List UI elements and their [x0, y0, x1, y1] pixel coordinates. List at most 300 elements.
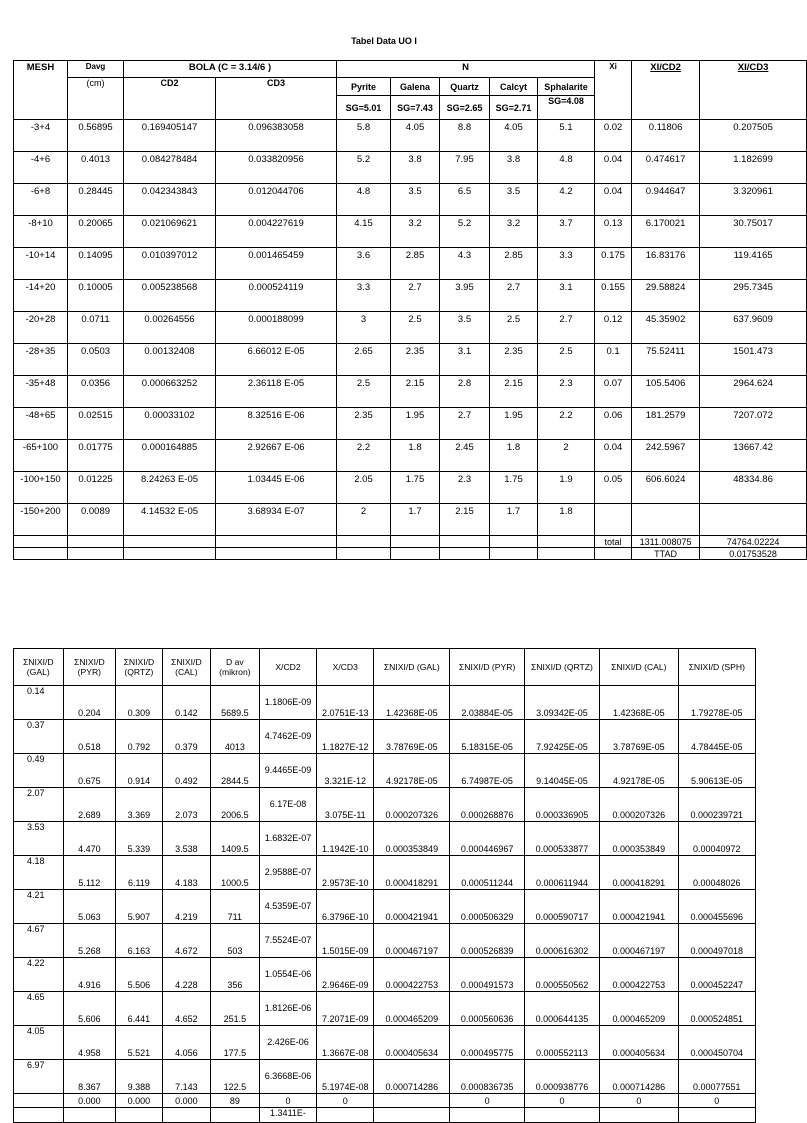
- table-cell: 0.792: [116, 720, 162, 754]
- table-cell: 1.8: [391, 440, 440, 472]
- table-cell: 2.15: [490, 376, 538, 408]
- table-cell: 1000.5: [211, 856, 260, 890]
- table-cell: 0.004227619: [216, 216, 337, 248]
- table-cell: 0.204: [63, 686, 116, 720]
- table-cell: -48+65: [14, 408, 68, 440]
- column-header: X/CD3: [317, 649, 374, 686]
- column-header: ΣNIXI/D (SPH): [678, 649, 755, 686]
- table-cell: 0.1: [595, 344, 632, 376]
- header-mineral-quartz: Quartz: [440, 78, 490, 96]
- column-header: ΣNIXI/D (CAL): [600, 649, 678, 686]
- table-cell: 3.78769E-05: [600, 720, 678, 754]
- table-row: [14, 152, 807, 184]
- table-cell: [317, 1108, 374, 1123]
- table-cell: 0.000422753: [374, 958, 450, 992]
- table-cell: 0.00048026: [678, 856, 755, 890]
- table-cell: 0.010397012: [124, 248, 216, 280]
- table-cell: 2.5: [538, 344, 595, 376]
- table-row: [14, 924, 756, 958]
- table-cell: 0.000353849: [600, 822, 678, 856]
- table-cell: 3.320961: [700, 184, 807, 216]
- table-cell: 4.92178E-05: [374, 754, 450, 788]
- table-cell: 0.000268876: [450, 788, 524, 822]
- table-cell: [524, 1108, 599, 1123]
- table-cell: 0.000452247: [678, 958, 755, 992]
- table-cell: [63, 1108, 116, 1123]
- header-bola: BOLA (C = 3.14/6 ): [124, 61, 337, 78]
- table-cell: 45.35902: [632, 312, 700, 344]
- header-sg-calcyt: SG=2.71: [490, 96, 538, 120]
- table-cell: 606.6024: [632, 472, 700, 504]
- table-cell: 6.5: [440, 184, 490, 216]
- table-cell: 0.000497018: [678, 924, 755, 958]
- table-cell: 0.000421941: [374, 890, 450, 924]
- table-cell: 0.000524119: [216, 280, 337, 312]
- table-cell: 3.68934 E-07: [216, 504, 337, 536]
- table-cell: 181.2579: [632, 408, 700, 440]
- table-cell: 4.7462E-09: [259, 720, 317, 754]
- table-cell: 4.05: [14, 1026, 64, 1060]
- table-cell: 3.5: [391, 184, 440, 216]
- table-cell: 105.5406: [632, 376, 700, 408]
- table-cell: 3.3: [538, 248, 595, 280]
- table-cell: 2.689: [63, 788, 116, 822]
- table-cell: [14, 1094, 64, 1108]
- table-cell: 9.14045E-05: [524, 754, 599, 788]
- table-cell: 0.379: [162, 720, 211, 754]
- table-cell: 4.958: [63, 1026, 116, 1060]
- header-cd3: CD3: [216, 78, 337, 120]
- table-cell: 0.0089: [68, 504, 124, 536]
- table-cell: 1.8: [538, 504, 595, 536]
- table-cell: 3.09342E-05: [524, 686, 599, 720]
- table-cell: 3.8: [490, 152, 538, 184]
- nixi-calculation-table: [13, 648, 756, 1123]
- table-cell: 0.02515: [68, 408, 124, 440]
- column-header: D av (mikron): [211, 649, 260, 686]
- column-header: ΣNIXI/D (CAL): [162, 649, 211, 686]
- table-cell: 7.92425E-05: [524, 720, 599, 754]
- table-cell: 0.01775: [68, 440, 124, 472]
- table-cell: 4.78445E-05: [678, 720, 755, 754]
- table-cell: 4.18: [14, 856, 64, 890]
- table-cell: 8.367: [63, 1060, 116, 1094]
- column-header: ΣNIXI/D (QRTZ): [116, 649, 162, 686]
- table-cell: 4.3: [440, 248, 490, 280]
- table-cell: 6.3668E-06: [259, 1060, 317, 1094]
- header-sg-sphalarite: SG=4.08: [538, 96, 595, 120]
- table-cell: 295.7345: [700, 280, 807, 312]
- table-cell: 6.66012 E-05: [216, 344, 337, 376]
- table-row: [14, 958, 756, 992]
- table-cell: 0.49: [14, 754, 64, 788]
- table-cell: 0.37: [14, 720, 64, 754]
- table-cell: 5.506: [116, 958, 162, 992]
- table-cell: 5.907: [116, 890, 162, 924]
- table-cell: 2.073: [162, 788, 211, 822]
- table-cell: 0.000611944: [524, 856, 599, 890]
- table-cell: 2.9646E-09: [317, 958, 374, 992]
- table-cell: 2.7: [490, 280, 538, 312]
- table-cell: 0.207505: [700, 120, 807, 152]
- table-cell: 0.675: [63, 754, 116, 788]
- table-row: [14, 344, 807, 376]
- table-cell: 3.5: [490, 184, 538, 216]
- column-header: ΣNIXI/D (GAL): [14, 649, 64, 686]
- table-cell: 0.155: [595, 280, 632, 312]
- table-cell: 2.35: [490, 344, 538, 376]
- table-cell: 75.52411: [632, 344, 700, 376]
- table-cell: 0: [524, 1094, 599, 1108]
- ttad-label: TTAD: [632, 548, 700, 560]
- table-cell: [632, 504, 700, 536]
- table-row: [14, 1060, 756, 1094]
- table-cell: -3+4: [14, 120, 68, 152]
- table-row: [14, 408, 807, 440]
- table-cell: 2.426E-06: [259, 1026, 317, 1060]
- table-cell: -100+150: [14, 472, 68, 504]
- table-cell: 0.00077551: [678, 1060, 755, 1094]
- table-cell: [211, 1108, 260, 1123]
- header-sg-galena: SG=7.43: [391, 96, 440, 120]
- table-cell: 9.4465E-09: [259, 754, 317, 788]
- table-cell: 4.470: [63, 822, 116, 856]
- table-row: [14, 312, 807, 344]
- table-cell: 2964.624: [700, 376, 807, 408]
- table-cell: 5.063: [63, 890, 116, 924]
- header-xi-cd3: XI/CD3: [700, 61, 807, 120]
- table-cell: 5.2: [337, 152, 391, 184]
- total-cd3: 74764.02224: [700, 536, 807, 548]
- table-cell: 2.0751E-13: [317, 686, 374, 720]
- table-cell: -6+8: [14, 184, 68, 216]
- table-cell: 0.309: [116, 686, 162, 720]
- table-cell: 0.000836735: [450, 1060, 524, 1094]
- table-cell: 0.000663252: [124, 376, 216, 408]
- table-cell: 2.05: [337, 472, 391, 504]
- table-cell: 3.321E-12: [317, 754, 374, 788]
- table-cell: 119.4165: [700, 248, 807, 280]
- table-cell: 637.9609: [700, 312, 807, 344]
- table-cell: 1.0554E-06: [259, 958, 317, 992]
- table-cell: 0.00132408: [124, 344, 216, 376]
- header-row: [14, 649, 756, 686]
- table-cell: 0.000164885: [124, 440, 216, 472]
- table-cell: 0.04: [595, 184, 632, 216]
- table-cell: 0.000336905: [524, 788, 599, 822]
- table-cell: 1.42368E-05: [600, 686, 678, 720]
- table-cell: 0.01225: [68, 472, 124, 504]
- table-cell: 0.012044706: [216, 184, 337, 216]
- table-cell: 3.1: [440, 344, 490, 376]
- table-cell: 0.04: [595, 440, 632, 472]
- table-cell: 0.00033102: [124, 408, 216, 440]
- table-cell: 3.5: [440, 312, 490, 344]
- header-davg-unit: (cm): [68, 78, 124, 120]
- table-cell: 2844.5: [211, 754, 260, 788]
- table-cell: 0.084278484: [124, 152, 216, 184]
- table-cell: 5.1: [538, 120, 595, 152]
- table-row: [14, 992, 756, 1026]
- table-cell: 0.000405634: [374, 1026, 450, 1060]
- header-sg-pyrite: SG=5.01: [337, 96, 391, 120]
- table-cell: -4+6: [14, 152, 68, 184]
- table-cell: 0.56895: [68, 120, 124, 152]
- table-cell: 4.92178E-05: [600, 754, 678, 788]
- table-cell: 6.17E-08: [259, 788, 317, 822]
- table-cell: 0.000550562: [524, 958, 599, 992]
- table-cell: 0.096383058: [216, 120, 337, 152]
- table-cell: 0.000524851: [678, 992, 755, 1026]
- table-cell: 3.95: [440, 280, 490, 312]
- table-cell: 6.163: [116, 924, 162, 958]
- header-mineral-calcyt: Calcyt: [490, 78, 538, 96]
- table-cell: 0.07: [595, 376, 632, 408]
- table-cell: 1.7: [391, 504, 440, 536]
- table-cell: 5.18315E-05: [450, 720, 524, 754]
- table-cell: 7.95: [440, 152, 490, 184]
- table-cell: -20+28: [14, 312, 68, 344]
- table-cell: 4.22: [14, 958, 64, 992]
- table-cell: 0.000560636: [450, 992, 524, 1026]
- table-cell: 2.35: [391, 344, 440, 376]
- table-cell: 0.021069621: [124, 216, 216, 248]
- table-cell: 1.95: [391, 408, 440, 440]
- table-cell: 1.5015E-09: [317, 924, 374, 958]
- table-cell: 1.1942E-10: [317, 822, 374, 856]
- table-cell: 0.0711: [68, 312, 124, 344]
- table-cell: 0.00040972: [678, 822, 755, 856]
- table-cell: 0.000353849: [374, 822, 450, 856]
- table-cell: 2.5: [391, 312, 440, 344]
- header-n: N: [337, 61, 595, 78]
- table-cell: 1.3411E-: [259, 1108, 317, 1123]
- table-cell: 0.11806: [632, 120, 700, 152]
- table-cell: 2.92667 E-06: [216, 440, 337, 472]
- table-cell: 2.45: [440, 440, 490, 472]
- table-cell: 2.3: [440, 472, 490, 504]
- table-cell: 0.000491573: [450, 958, 524, 992]
- table-cell: 1.9: [538, 472, 595, 504]
- table-cell: 5.521: [116, 1026, 162, 1060]
- table-cell: -8+10: [14, 216, 68, 248]
- table-cell: 4.2: [538, 184, 595, 216]
- table-cell: 4.14532 E-05: [124, 504, 216, 536]
- table-cell: 2.9573E-10: [317, 856, 374, 890]
- table-cell: 1.75: [391, 472, 440, 504]
- table-cell: 2.65: [337, 344, 391, 376]
- table-cell: 1.95: [490, 408, 538, 440]
- table-cell: 2.85: [391, 248, 440, 280]
- table-cell: 0.169405147: [124, 120, 216, 152]
- table-cell: 0.000: [63, 1094, 116, 1108]
- table-cell: 0.000446967: [450, 822, 524, 856]
- table-cell: [600, 1108, 678, 1123]
- table-cell: 4.67: [14, 924, 64, 958]
- table-cell: 4.8: [337, 184, 391, 216]
- table-cell: [678, 1108, 755, 1123]
- table-cell: 0.000495775: [450, 1026, 524, 1060]
- table-cell: 0.492: [162, 754, 211, 788]
- table-cell: 1.3667E-08: [317, 1026, 374, 1060]
- table-cell: 5689.5: [211, 686, 260, 720]
- table-cell: 0.13: [595, 216, 632, 248]
- table-cell: 0.000450704: [678, 1026, 755, 1060]
- table-row: [14, 1108, 756, 1123]
- column-header: ΣNIXI/D (PYR): [450, 649, 524, 686]
- table-cell: 0.4013: [68, 152, 124, 184]
- table-cell: 2.15: [440, 504, 490, 536]
- table-cell: 0.175: [595, 248, 632, 280]
- table-cell: 2.7: [538, 312, 595, 344]
- table-cell: 3.3: [337, 280, 391, 312]
- table-cell: 2.2: [337, 440, 391, 472]
- table-cell: 122.5: [211, 1060, 260, 1094]
- table-cell: 2.7: [440, 408, 490, 440]
- table-cell: 5.8: [337, 120, 391, 152]
- table-cell: 4.183: [162, 856, 211, 890]
- table-cell: 0: [678, 1094, 755, 1108]
- table-cell: 3: [337, 312, 391, 344]
- table-cell: 7.5524E-07: [259, 924, 317, 958]
- table-cell: 3.1: [538, 280, 595, 312]
- table-cell: 0.0503: [68, 344, 124, 376]
- table-cell: 4.228: [162, 958, 211, 992]
- table-cell: 0: [450, 1094, 524, 1108]
- table-cell: 30.75017: [700, 216, 807, 248]
- table-cell: 2: [538, 440, 595, 472]
- table-cell: 0.000418291: [374, 856, 450, 890]
- table-cell: 2.8: [440, 376, 490, 408]
- table-row: [14, 890, 756, 924]
- table-cell: 2006.5: [211, 788, 260, 822]
- header-xi: Xi: [595, 61, 632, 120]
- table-cell: 2.85: [490, 248, 538, 280]
- sieve-data-table: [13, 60, 807, 560]
- table-cell: 1.182699: [700, 152, 807, 184]
- table-cell: 0.142: [162, 686, 211, 720]
- table-cell: 0.02: [595, 120, 632, 152]
- header-xi-cd2: XI/CD2: [632, 61, 700, 120]
- table-cell: 0.000714286: [600, 1060, 678, 1094]
- table-cell: -28+35: [14, 344, 68, 376]
- table-row: [14, 822, 756, 856]
- table-cell: 7.143: [162, 1060, 211, 1094]
- table-cell: 4.65: [14, 992, 64, 1026]
- table-cell: 0.14095: [68, 248, 124, 280]
- table-cell: 3.8: [391, 152, 440, 184]
- table-cell: [374, 1108, 450, 1123]
- table-row: [14, 376, 807, 408]
- table-cell: 0.10005: [68, 280, 124, 312]
- table-row: [14, 856, 756, 890]
- table-cell: 48334.86: [700, 472, 807, 504]
- table-row: [14, 184, 807, 216]
- table-row: [14, 440, 807, 472]
- table-row: [14, 686, 756, 720]
- table-cell: 5.90613E-05: [678, 754, 755, 788]
- table-cell: 16.83176: [632, 248, 700, 280]
- table-cell: 0.000418291: [600, 856, 678, 890]
- table-cell: 2.15: [391, 376, 440, 408]
- page-title: Tabel Data UO I: [351, 36, 417, 46]
- table-cell: 0: [600, 1094, 678, 1108]
- table-cell: 29.58824: [632, 280, 700, 312]
- table-cell: -35+48: [14, 376, 68, 408]
- table-cell: 0.12: [595, 312, 632, 344]
- table-cell: 2.03884E-05: [450, 686, 524, 720]
- table-cell: 0.000405634: [600, 1026, 678, 1060]
- table-row: [14, 280, 807, 312]
- column-header: X/CD2: [259, 649, 317, 686]
- table-cell: 4.05: [391, 120, 440, 152]
- header-sg-quartz: SG=2.65: [440, 96, 490, 120]
- table-cell: 0.000511244: [450, 856, 524, 890]
- table-cell: [700, 504, 807, 536]
- table-cell: 4.672: [162, 924, 211, 958]
- table-cell: 8.24263 E-05: [124, 472, 216, 504]
- table-cell: 0.06: [595, 408, 632, 440]
- table-cell: [162, 1108, 211, 1123]
- table-cell: 0.000467197: [374, 924, 450, 958]
- table-cell: 0.000207326: [600, 788, 678, 822]
- table-cell: 0.518: [63, 720, 116, 754]
- table-row: [14, 120, 807, 152]
- table-row: [14, 720, 756, 754]
- table-cell: 9.388: [116, 1060, 162, 1094]
- table-row: [14, 1026, 756, 1060]
- table-cell: 1.03445 E-06: [216, 472, 337, 504]
- table-cell: 0.14: [14, 686, 64, 720]
- table-cell: 2.36118 E-05: [216, 376, 337, 408]
- table-cell: 0.28445: [68, 184, 124, 216]
- table-row: [14, 248, 807, 280]
- table-row: [14, 472, 807, 504]
- table-cell: 8.32516 E-06: [216, 408, 337, 440]
- table-cell: 0.000467197: [600, 924, 678, 958]
- table-cell: 6.74987E-05: [450, 754, 524, 788]
- table-cell: 0.0356: [68, 376, 124, 408]
- table-cell: 5.268: [63, 924, 116, 958]
- table-cell: 0.04: [595, 152, 632, 184]
- table-cell: 0.000: [162, 1094, 211, 1108]
- table-cell: 1.8126E-06: [259, 992, 317, 1026]
- table-cell: 2: [337, 504, 391, 536]
- table-cell: -14+20: [14, 280, 68, 312]
- table-cell: 0: [259, 1094, 317, 1108]
- table-cell: 4.219: [162, 890, 211, 924]
- column-header: ΣNIXI/D (PYR): [63, 649, 116, 686]
- header-mineral-pyrite: Pyrite: [337, 78, 391, 96]
- table-cell: [374, 1094, 450, 1108]
- total-cd2: 1311.008075: [632, 536, 700, 548]
- table-cell: 3.7: [538, 216, 595, 248]
- header-mineral-sphalarite: Sphalarite: [538, 78, 595, 96]
- table-cell: 1409.5: [211, 822, 260, 856]
- table-cell: -150+200: [14, 504, 68, 536]
- table-cell: 1.8: [490, 440, 538, 472]
- table-cell: -65+100: [14, 440, 68, 472]
- table-cell: 2.7: [391, 280, 440, 312]
- table-cell: 6.3796E-10: [317, 890, 374, 924]
- table-cell: 6.119: [116, 856, 162, 890]
- table-cell: 711: [211, 890, 260, 924]
- header-mesh: MESH: [14, 61, 68, 120]
- table-cell: 0.000526839: [450, 924, 524, 958]
- table-cell: [116, 1108, 162, 1123]
- table-cell: 0.914: [116, 754, 162, 788]
- table-cell: 3.78769E-05: [374, 720, 450, 754]
